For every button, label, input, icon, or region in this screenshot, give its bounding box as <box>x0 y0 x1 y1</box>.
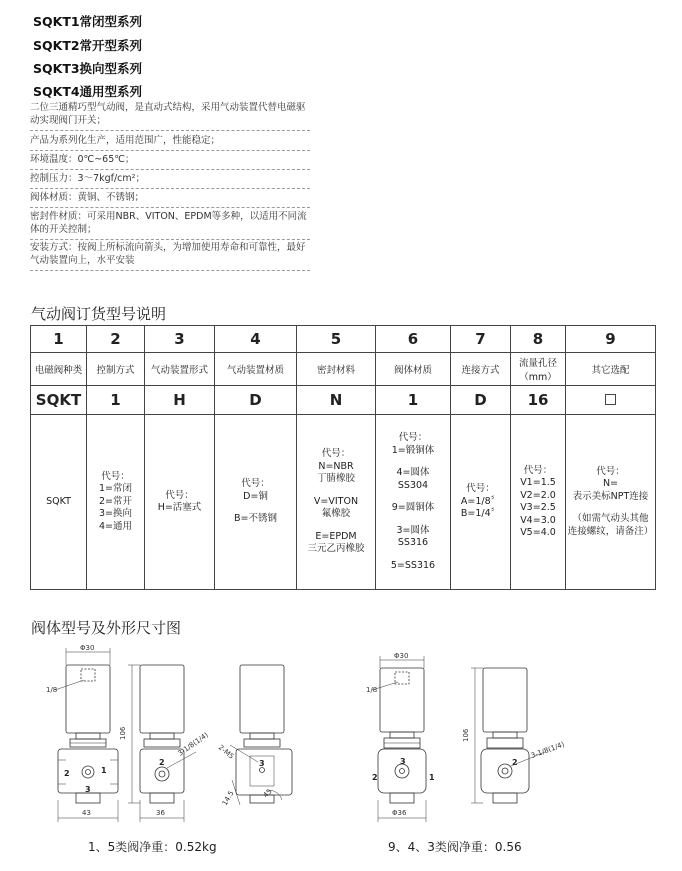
option-line: 代号： <box>165 489 194 501</box>
dim-thread18-1: 1/8 <box>46 686 58 694</box>
port-1-label-3: 1 <box>429 773 435 782</box>
col-label-6: 阀体材质 <box>376 353 451 386</box>
option-line: B=不锈钢 <box>234 513 277 525</box>
weight-caption-2: 9、4、3类阀净重：0.56 <box>388 840 522 854</box>
col-label-2: 控制方式 <box>87 353 145 386</box>
option-line: 连接螺纹，请备注） <box>567 525 654 537</box>
option-line: （如需气动头其他 <box>572 513 649 525</box>
option-line: B=1/4〞 <box>460 508 501 520</box>
spec-installation: 安装方式：按阀上所标流向箭头，为增加使用寿命和可靠性，最好气动装置向上，水平安装 <box>30 241 310 271</box>
col-label-5: 密封材料 <box>297 353 376 386</box>
col-number-1: 1 <box>31 326 87 353</box>
option-line: 3=换向 <box>98 508 132 520</box>
port-2-label-3: 2 <box>372 773 378 782</box>
col-label-1: 电磁阀种类 <box>31 353 87 386</box>
option-line: 代号： <box>523 464 553 476</box>
spec-pressure: 控制压力：3～7kgf/cm²； <box>30 172 310 189</box>
dim-port-thread-1: 3-1/8(1/4) <box>176 731 210 758</box>
option-line: 代号： <box>596 465 625 477</box>
option-line: V3=2.5 <box>520 502 556 513</box>
option-line: 三元乙丙橡胶 <box>307 543 365 555</box>
option-line: V4=3.0 <box>520 514 556 526</box>
drawing-front-view-1 <box>46 644 118 822</box>
port-2-label-2: 2 <box>159 758 165 767</box>
dim-36: 36 <box>156 809 165 817</box>
drawing-side-view-2 <box>462 668 566 803</box>
option-line: 代号： <box>241 478 270 490</box>
option-line: E=EPDM <box>315 530 357 542</box>
series-heading-3: SQKT3换向型系列 <box>33 61 143 76</box>
col-label-4: 气动装置材质 <box>215 353 297 386</box>
col-number-4: 4 <box>215 326 297 353</box>
spec-temperature: 环境温度：0℃~65℃； <box>30 153 310 170</box>
weight-caption-1: 1、5类阀净重：0.52kg <box>88 840 217 854</box>
option-line: 4=通用 <box>98 520 132 532</box>
option-line: 1=锻铜体 <box>391 444 435 456</box>
option-line: V=VITON <box>313 495 359 507</box>
option-line: 代号： <box>398 432 428 443</box>
drawing-section-title: 阀体型号及外形尺寸图 <box>31 619 182 637</box>
col-number-9: 9 <box>566 326 656 353</box>
col-number-2: 2 <box>87 326 145 353</box>
option-line: H=活塞式 <box>157 502 202 513</box>
option-line: V5=4.0 <box>520 527 556 538</box>
option-line: SQKT <box>46 495 71 507</box>
dim-43: 43 <box>82 809 91 817</box>
option-line: SS316 <box>397 537 429 548</box>
col-value-5: N <box>297 386 376 415</box>
dim-45: 45 <box>261 787 274 800</box>
col-label-7: 连接方式 <box>451 353 511 386</box>
port-2-label-1: 2 <box>64 769 70 778</box>
spec-product: 产品为系列化生产，适用范围广，性能稳定； <box>30 134 310 151</box>
col-number-5: 5 <box>297 326 376 353</box>
dim-m5: 2-M5 <box>216 743 236 761</box>
dim-14-5: 14.5 <box>220 789 236 807</box>
series-heading-4: SQKT4通用型系列 <box>33 84 143 99</box>
option-line: A=1/8〞 <box>460 495 501 507</box>
option-line: 代号： <box>466 483 495 495</box>
col-number-7: 7 <box>451 326 511 353</box>
option-line: 5=SS316 <box>390 559 436 571</box>
option-line: 9=圆铜体 <box>391 502 435 513</box>
col-value-7: D <box>451 386 511 415</box>
option-line: SS304 <box>397 479 429 491</box>
spec-seal-material: 密封件材质：可采用NBR、VITON、EPDM等多种，以适用不同流体的开关控制； <box>30 210 310 240</box>
series-heading-1: SQKT1常闭型系列 <box>33 14 143 29</box>
port-3-label-1: 3 <box>85 785 91 794</box>
col-number-8: 8 <box>511 326 566 353</box>
dim-phi36: Φ36 <box>392 809 407 817</box>
col-value-6: 1 <box>376 386 451 415</box>
option-line: 代号： <box>101 470 130 482</box>
col-value-1: SQKT <box>31 386 87 415</box>
option-line: D=铜 <box>243 490 268 502</box>
drawing-side-view-1 <box>119 665 210 822</box>
drawing-front-view-2 <box>366 652 435 822</box>
col-number-3: 3 <box>145 326 215 353</box>
drawing-rear-view-1 <box>217 665 292 807</box>
order-section-title: 气动阀订货型号说明 <box>31 305 167 323</box>
col-label-8: 流量孔径（mm） <box>511 353 566 386</box>
col-value-3: H <box>145 386 215 415</box>
option-line: 代号： <box>321 448 351 460</box>
port-1-label-1: 1 <box>101 766 107 775</box>
option-line: 3=圆体 <box>396 524 430 536</box>
option-line: N=NBR <box>318 460 354 472</box>
dim-phi30-2: Φ30 <box>394 652 409 660</box>
option-line: 4=圆体 <box>396 467 430 478</box>
col-number-6: 6 <box>376 326 451 353</box>
dim-h106-1: 106 <box>119 726 127 740</box>
option-line: 丁腈橡胶 <box>316 473 355 485</box>
port-3-label-2: 3 <box>259 759 265 768</box>
dim-port-thread-2: 3-1/8(1/4) <box>529 740 566 760</box>
option-line: N= <box>602 478 619 490</box>
col-label-3: 气动装置形式 <box>145 353 215 386</box>
option-line: 2=常开 <box>98 495 132 507</box>
spec-description: 二位三通精巧型气动阀，是直动式结构，采用气动装置代替电磁驱动实现阀门开关； <box>30 101 310 131</box>
col-value-4: D <box>215 386 297 415</box>
option-line: 氟橡胶 <box>321 508 351 520</box>
option-line: V2=2.0 <box>520 489 556 501</box>
dim-phi30-1: Φ30 <box>80 644 95 652</box>
col-value-8: 16 <box>511 386 566 415</box>
series-heading-2: SQKT2常开型系列 <box>33 38 143 53</box>
option-line: V1=1.5 <box>520 477 556 488</box>
dim-h106-2: 106 <box>462 728 470 742</box>
port-3-label-3: 3 <box>400 757 406 766</box>
dim-thread18-2: 1/8 <box>366 686 378 694</box>
col-label-9: 其它选配 <box>566 353 656 386</box>
col-value-2: 1 <box>87 386 145 415</box>
port-2-label-4: 2 <box>512 758 518 767</box>
option-line: 1=常闭 <box>98 483 132 495</box>
spec-body-material: 阀体材质：黄铜、不锈钢； <box>30 191 310 208</box>
option-line: 表示美标NPT连接 <box>572 490 649 502</box>
